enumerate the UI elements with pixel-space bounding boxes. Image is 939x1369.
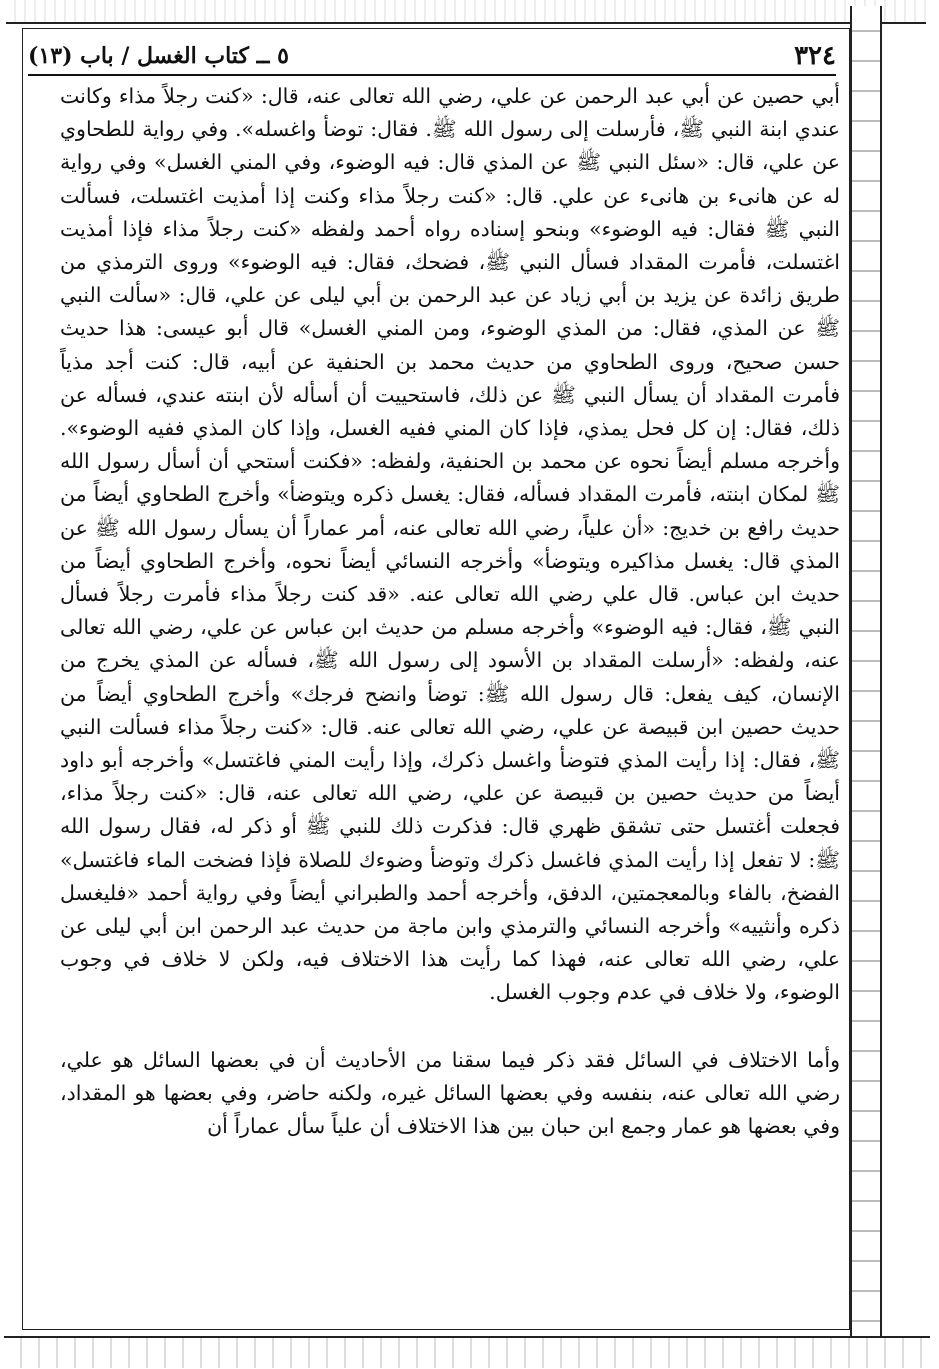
chapter-title: ٥ ــ كتاب الغسل / باب (١٣)	[28, 43, 289, 69]
page-header	[28, 38, 836, 76]
page-number: ٣٢٤	[794, 41, 836, 71]
side-ornament-border	[850, 6, 882, 1338]
top-ornament-border	[6, 0, 926, 24]
body-text	[60, 80, 840, 1143]
bottom-ornament-border	[4, 1336, 930, 1368]
paragraph-2: وأما الاختلاف في السائل فقد ذكر فيما سقنا من الأحاديث أن في بعضها السائل هو علي، رضي الله تعالى عنه، بنفسه وفي بعضها السائل غيره، ولكنه حاضر، وفي بعضها هو المقداد، وفي بعضها هو عمار وجمع ابن حبان بين هذا الاختلاف أن علياً سأل عماراً أن	[60, 1047, 840, 1139]
paragraph-1: أبي حصين عن أبي عبد الرحمن عن علي، رضي الله تعالى عنه، قال: «كنت رجلاً مذاء وكانت عندي ابنة النبي ﷺ، فأرسلت إلى رسول الله ﷺ. فقال: توضأ واغسله». وفي رواية للطحاوي عن علي، قال: «سئل النبي ﷺ عن المذي قال: فيه الوضوء، وفي المني الغسل» وفي رواية له عن هانىء بن هانىء عن علي. قال: «كنت رجلاً مذاء وكنت إذا أمذيت اغتسلت، فسألت النبي ﷺ فقال: فيه الوضوء» وبنحو إسناده رواه أحمد ولفظه «كنت رجلاً مذاء فإذا أمذيت اغتسلت، فأمرت المقداد فسأل النبي ﷺ، فضحك، فقال: فيه الوضوء» وروى الترمذي من طريق زائدة عن يزيد بن أبي زياد عن عبد الرحمن بن أبي ليلى عن علي، قال: «سألت النبي ﷺ عن المذي، فقال: من المذي الوضوء، ومن المني الغسل» قال أبو عيسى: هذا حديث حسن صحيح، وروى الطحاوي من حديث محمد بن الحنفية عن أبيه، قال: كنت أجد مذياً فأمرت المقداد أن يسأل النبي ﷺ عن ذلك، فاستحييت أن أسأله لأن ابنته عندي، فسأله عن ذلك، فقال: إن كل فحل يمذي، فإذا كان المني ففيه الغسل، وإذا كان المذي ففيه الوضوء». وأخرجه مسلم أيضاً نحوه عن محمد بن الحنفية، ولفظه: «فكنت أستحي أن أسأل رسول الله ﷺ لمكان ابنته، فأمرت المقداد فسأله، فقال: يغسل ذكره ويتوضأ» وأخرج الطحاوي أيضاً من حديث رافع بن خديج: «أن علياً، رضي الله تعالى عنه، أمر عماراً أن يسأل رسول الله ﷺ عن المذي قال: يغسل مذاكيره ويتوضأ» وأخرجه النسائي أيضاً نحوه، وأخرج الطحاوي أيضاً من حديث ابن عباس. قال علي رضي الله تعالى عنه. «قد كنت رجلاً مذاء فأمرت رجلاً فسأل النبي ﷺ، فقال: فيه الوضوء» وأخرجه مسلم من حديث ابن عباس عن علي، رضي الله تعالى عنه، ولفظه: «أرسلت المقداد بن الأسود إلى رسول الله ﷺ، فسأله عن المذي يخرج من الإنسان، كيف يفعل: قال رسول الله ﷺ: توضأ وانضح فرجك» وأخرج الطحاوي أيضاً من حديث حصين ابن قبيصة عن علي، رضي الله تعالى عنه. قال: «كنت رجلاً مذاء فسألت النبي ﷺ، فقال: إذا رأيت المذي فتوضأ واغسل ذكرك، وإذا رأيت المني فاغتسل» وأخرجه أبو داود أيضاً من حديث حصين بن قبيصة عن علي، رضي الله تعالى عنه، قال: «كنت رجلاً مذاء، فجعلت أغتسل حتى تشقق ظهري قال: فذكرت ذلك للنبي ﷺ أو ذكر له، فقال رسول الله ﷺ: لا تفعل إذا رأيت المذي فاغسل ذكرك وتوضأ وضوءك للصلاة فإذا فضخت الماء فاغتسل» الفضخ، بالفاء وبالمعجمتين، الدفق، وأخرجه أحمد والطبراني أيضاً وفي رواية أحمد «فليغسل ذكره وأنثييه» وأخرجه النسائي والترمذي وابن ماجة من حديث عبد الرحمن ابن أبي ليلى عن علي، رضي الله تعالى عنه، فهذا كما رأيت هذا الاختلاف فيه، ولكن لا خلاف في وجوب الوضوء، ولا خلاف في عدم وجوب الغسل.	[60, 84, 840, 1005]
